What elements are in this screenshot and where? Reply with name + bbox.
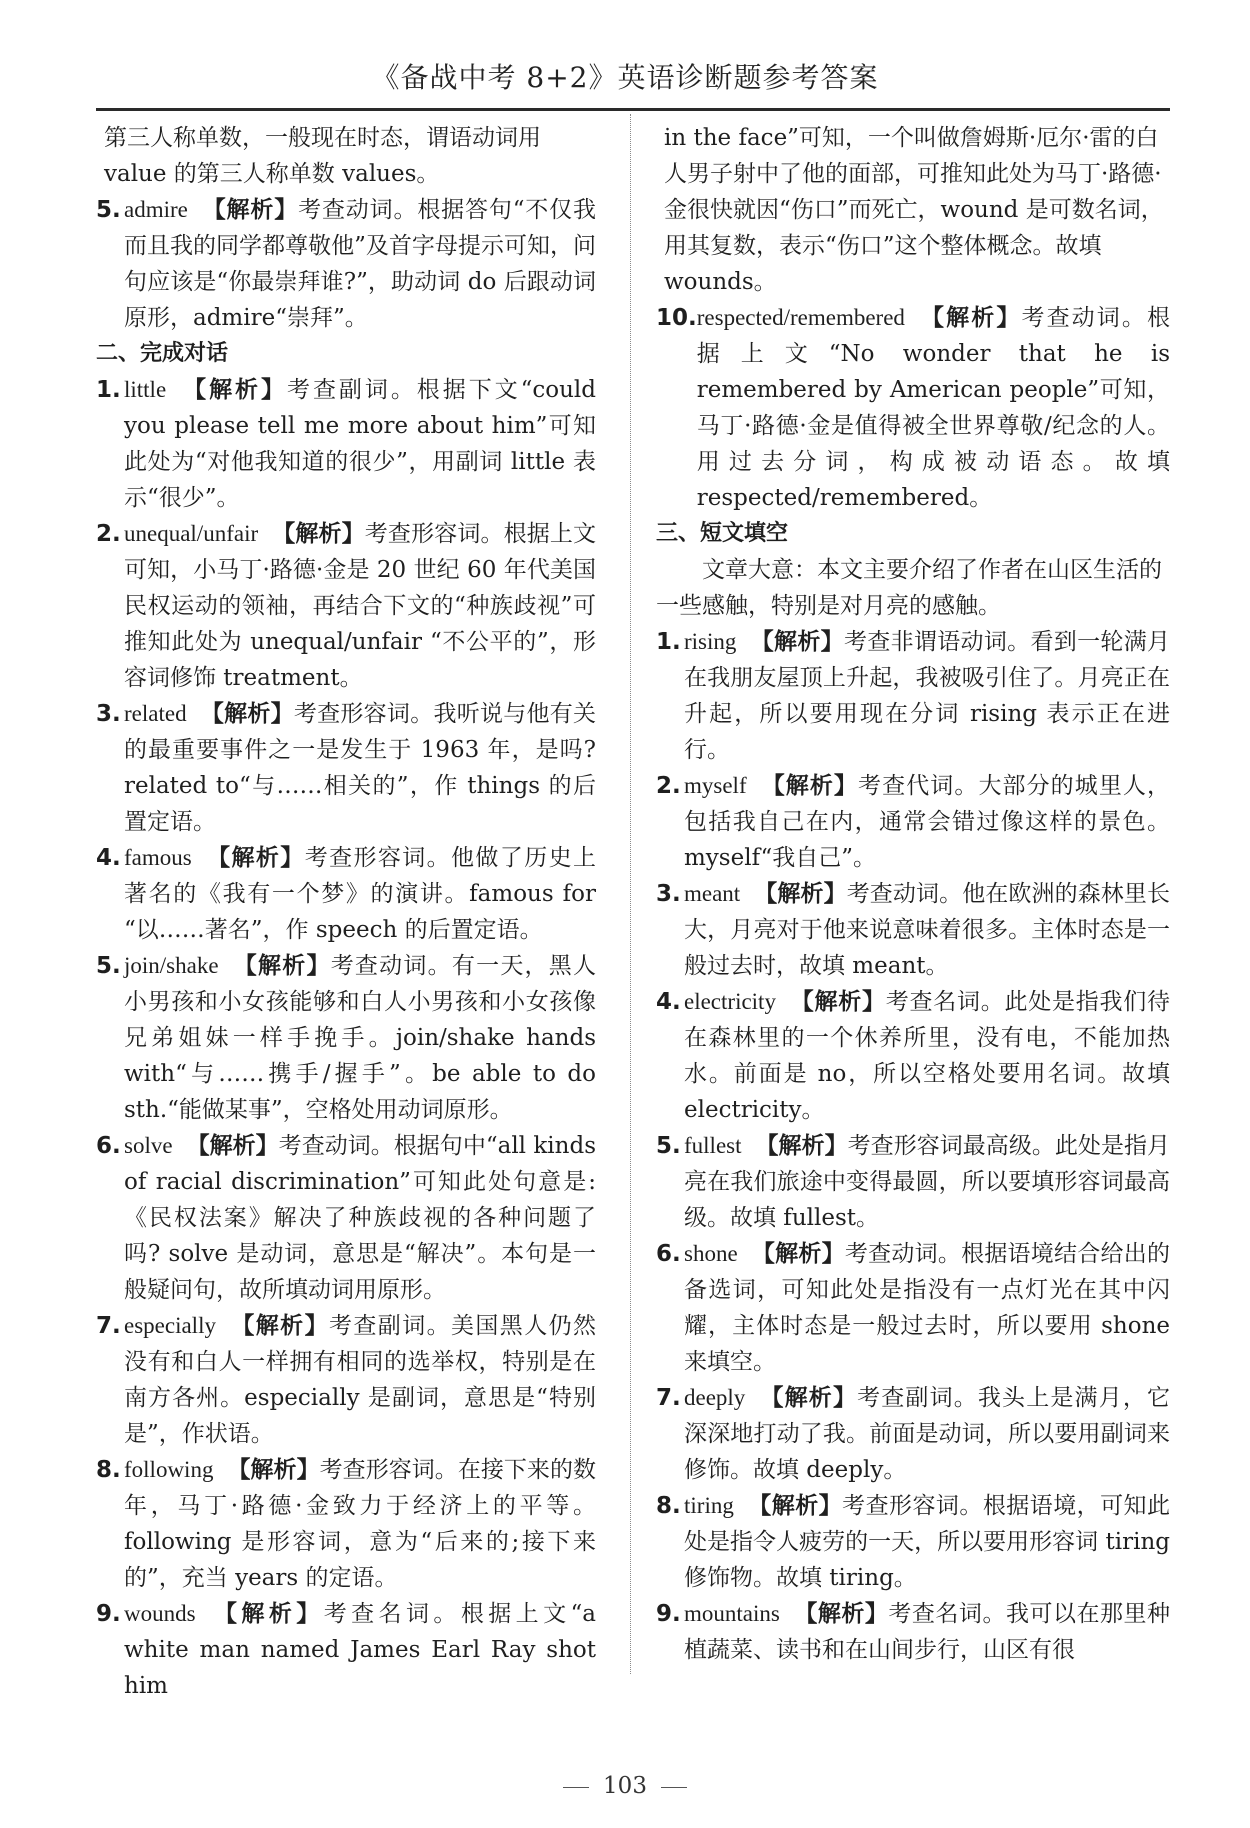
answer-item: [656, 1128, 1170, 1236]
item-explanation: 考查非谓语动词。看到一轮满月在我朋友屋顶上升起，我被吸引住了。月亮正在升起，所以要用现在分词 rising 表示正在进行。: [684, 629, 1171, 763]
item-explanation: 考查动词。根据句中“all kinds of racial discrimination”可知此处句意是:《民权法案》解决了种族歧视的各种问题了吗? solve 是动词，意思是“解决”。本句是一般疑问句，故所填动词用原形。: [124, 1133, 596, 1303]
answer-item: [656, 876, 1170, 984]
item-answer: unequal/unfair: [124, 521, 259, 546]
item-answer: respected/remembered: [696, 305, 905, 330]
item-explanation: 考查名词。此处是指我们待在森林里的一个休养所里，没有电，不能加热水。前面是 no，所以空格处要用名词。故填 electricity。: [684, 989, 1171, 1123]
answer-item: [96, 516, 596, 696]
item-explanation: 考查代词。大部分的城里人，包括我自己在内，通常会错过像这样的景色。myself“我自己”。: [684, 773, 1171, 871]
item-number: 6.: [656, 1241, 681, 1267]
item-explanation: 考查动词。根据答句“不仅我而且我的同学都尊敬他”及首字母提示可知，问句应该是“你最崇拜谁?”，助动词 do 后跟动词原形，admire“崇拜”。: [124, 197, 596, 331]
item-answer: rising: [684, 629, 737, 654]
analysis-tag: 【解析】: [272, 521, 365, 547]
item-explanation: 考查名词。根据上文“a white man named James Earl Ray shot him: [124, 1601, 597, 1699]
item-number: 9.: [656, 1601, 681, 1627]
item-answer: admire: [124, 197, 188, 222]
item-explanation: 考查形容词。我听说与他有关的最重要事件之一是发生于 1963 年，是吗? related to“与……相关的”，作 things 的后置定语。: [124, 701, 597, 835]
answer-item: [656, 984, 1170, 1128]
item-number: 6.: [96, 1133, 121, 1159]
item-explanation: 考查动词。根据上文“No wonder that he is remembered by American people”可知，马丁·路德·金是值得被全世界尊敬/纪念的人。用过去分词，构成被动语态。故填 respected/remembered。: [696, 305, 1171, 511]
item-answer: meant: [684, 881, 741, 906]
analysis-tag: 【解析】: [232, 953, 331, 979]
item-body: [684, 876, 1170, 984]
page-number: 103: [603, 1773, 647, 1799]
item-answer: solve: [124, 1133, 173, 1158]
item-body: [684, 1380, 1170, 1488]
item-answer: famous: [124, 845, 192, 870]
item-number: 5.: [656, 1133, 681, 1159]
item-answer: wounds: [124, 1601, 196, 1626]
answer-item: [96, 1128, 596, 1308]
item-answer: fullest: [684, 1133, 742, 1158]
item-body: [684, 624, 1170, 768]
answer-item: [96, 1452, 596, 1596]
item-explanation: 考查形容词。根据上文可知，小马丁·路德·金是 20 世纪 60 年代美国民权运动的领袖，再结合下文的“种族歧视”可推知此处为 unequal/unfair “不公平的”，形容词修饰 treatment。: [124, 521, 597, 691]
analysis-tag: 【解析】: [201, 197, 299, 223]
item-explanation: 考查动词。他在欧洲的森林里长大，月亮对于他来说意味着很多。主体时态是一般过去时，故填 meant。: [684, 881, 1171, 979]
item-body: [124, 372, 596, 516]
answer-item: [656, 1236, 1170, 1380]
item-answer: little: [124, 377, 167, 402]
item-answer: myself: [684, 773, 747, 798]
answer-item: [96, 948, 596, 1128]
item-explanation: 考查动词。根据语境结合给出的备选词，可知此处是指没有一点灯光在其中闪耀，主体时态是一般过去时，所以要用 shone 来填空。: [684, 1241, 1171, 1375]
answer-item: [656, 624, 1170, 768]
footer-dash-right: [661, 1787, 687, 1788]
answer-item: [656, 1596, 1170, 1668]
item-answer: shone: [684, 1241, 738, 1266]
item-body: [124, 1596, 596, 1704]
page-footer: [0, 1768, 1250, 1804]
article-summary: 文章大意：本文主要介绍了作者在山区生活的一些感触，特别是对月亮的感触。: [656, 557, 1162, 619]
analysis-tag: 【解析】: [750, 629, 844, 655]
item-explanation: 考查形容词。他做了历史上著名的《我有一个梦》的演讲。famous for “以……著名”，作 speech 的后置定语。: [124, 845, 597, 943]
item-number: 5.: [96, 953, 121, 979]
left-column: [96, 120, 596, 1704]
analysis-tag: 【解析】: [186, 1133, 279, 1159]
item-number: 4.: [96, 845, 121, 871]
item-body: [124, 1308, 596, 1452]
item-body: [684, 768, 1170, 876]
analysis-tag: 【解析】: [793, 1601, 889, 1627]
item-number: 1.: [96, 377, 121, 403]
item-answer: deeply: [684, 1385, 746, 1410]
item-explanation: 考查名词。我可以在那里种植蔬菜、读书和在山间步行，山区有很: [684, 1601, 1171, 1663]
item-explanation: 考查形容词。根据语境，可知此处是指令人疲劳的一天，所以要用形容词 tiring 修饰物。故填 tiring。: [684, 1493, 1170, 1591]
item-explanation: 考查副词。根据下文“could you please tell me more about him”可知此处为“对他我知道的很少”，用副词 little 表示“很少”。: [124, 377, 597, 511]
item-explanation: 考查副词。美国黑人仍然没有和白人一样拥有相同的选举权，特别是在南方各州。especially 是副词，意思是“特别是”，作状语。: [124, 1313, 597, 1447]
item-explanation: 考查动词。有一天，黑人小男孩和小女孩能够和白人小男孩和小女孩像兄弟姐妹一样手挽手。join/shake hands with“与……携手/握手”。be able to do sth.“能做某事”，空格处用动词原形。: [124, 953, 597, 1123]
item-body: [124, 840, 596, 948]
analysis-tag: 【解析】: [751, 1241, 845, 1267]
analysis-tag: 【解析】: [755, 1133, 848, 1159]
item-number: 10.: [656, 305, 697, 331]
item-body: [124, 1452, 596, 1596]
continued-text: 第三人称单数，一般现在时态，谓语动词用value 的第三人称单数 values。: [104, 125, 541, 187]
analysis-tag: 【解析】: [205, 845, 305, 871]
item-number: 7.: [656, 1385, 681, 1411]
column-divider: [630, 114, 631, 1674]
item-body: [684, 1488, 1170, 1596]
section-title-dialogue: 二、完成对话: [96, 341, 229, 366]
item-explanation: 考查形容词。在接下来的数年，马丁·路德·金致力于经济上的平等。following 是形容词，意为“后来的;接下来的”，充当 years 的定语。: [124, 1457, 597, 1591]
answer-item: [656, 768, 1170, 876]
item-answer: tiring: [684, 1493, 734, 1518]
analysis-tag: 【解析】: [759, 1385, 858, 1411]
item-body: [124, 1128, 596, 1308]
item-number: 4.: [656, 989, 681, 1015]
item-answer: mountains: [684, 1601, 780, 1626]
answer-item: [656, 300, 1170, 516]
item-body: [124, 516, 596, 696]
analysis-tag: 【解析】: [227, 1457, 320, 1483]
header-rule: [96, 108, 1170, 111]
answer-item: [96, 372, 596, 516]
item-number: 1.: [656, 629, 681, 655]
item-number: 7.: [96, 1313, 121, 1339]
analysis-tag: 【解析】: [209, 1601, 324, 1627]
item-number: 2.: [656, 773, 681, 799]
analysis-tag: 【解析】: [760, 773, 859, 799]
item-body: [124, 192, 596, 336]
item-body: [697, 300, 1170, 516]
analysis-tag: 【解析】: [229, 1313, 329, 1339]
answer-item: [96, 1308, 596, 1452]
item-answer: following: [124, 1457, 214, 1482]
answer-item: [656, 1488, 1170, 1596]
item-explanation: 考查形容词最高级。此处是指月亮在我们旅途中变得最圆，所以要填形容词最高级。故填 fullest。: [684, 1133, 1171, 1231]
analysis-tag: 【解析】: [180, 377, 287, 403]
item-number: 3.: [656, 881, 681, 907]
footer-dash-left: [563, 1787, 589, 1788]
analysis-tag: 【解析】: [789, 989, 886, 1015]
page-header-title: 《备战中考 8+2》英语诊断题参考答案: [371, 61, 879, 94]
item-number: 8.: [656, 1493, 681, 1519]
item-answer: related: [124, 701, 187, 726]
item-body: [124, 696, 596, 840]
analysis-tag: 【解析】: [918, 305, 1022, 331]
answer-item: [656, 1380, 1170, 1488]
item-body: [684, 1236, 1170, 1380]
continued-text: in the face”可知，一个叫做詹姆斯·厄尔·雷的白人男子射中了他的面部，可推知此处为马丁·路德·金很快就因“伤口”而死亡，wound 是可数名词，用其复数，表示“伤口”这个整体概念。故填 wounds。: [664, 125, 1164, 295]
item-number: 9.: [96, 1601, 121, 1627]
answer-item: [96, 192, 596, 336]
analysis-tag: 【解析】: [747, 1493, 843, 1519]
item-number: 2.: [96, 521, 121, 547]
item-number: 8.: [96, 1457, 121, 1483]
right-column: [656, 120, 1170, 1668]
answer-item: [96, 840, 596, 948]
item-body: [684, 1596, 1170, 1668]
item-answer: electricity: [684, 989, 776, 1014]
item-answer: especially: [124, 1313, 216, 1338]
section-title-cloze: 三、短文填空: [656, 521, 789, 546]
item-explanation: 考查副词。我头上是满月，它深深地打动了我。前面是动词，所以要用副词来修饰。故填 deeply。: [684, 1385, 1171, 1483]
item-body: [124, 948, 596, 1128]
analysis-tag: 【解析】: [200, 701, 294, 727]
item-body: [684, 1128, 1170, 1236]
answer-item: [96, 696, 596, 840]
analysis-tag: 【解析】: [754, 881, 847, 907]
item-number: 5.: [96, 197, 121, 223]
answer-item: [96, 1596, 596, 1704]
item-body: [684, 984, 1170, 1128]
item-answer: join/shake: [124, 953, 219, 978]
item-number: 3.: [96, 701, 121, 727]
